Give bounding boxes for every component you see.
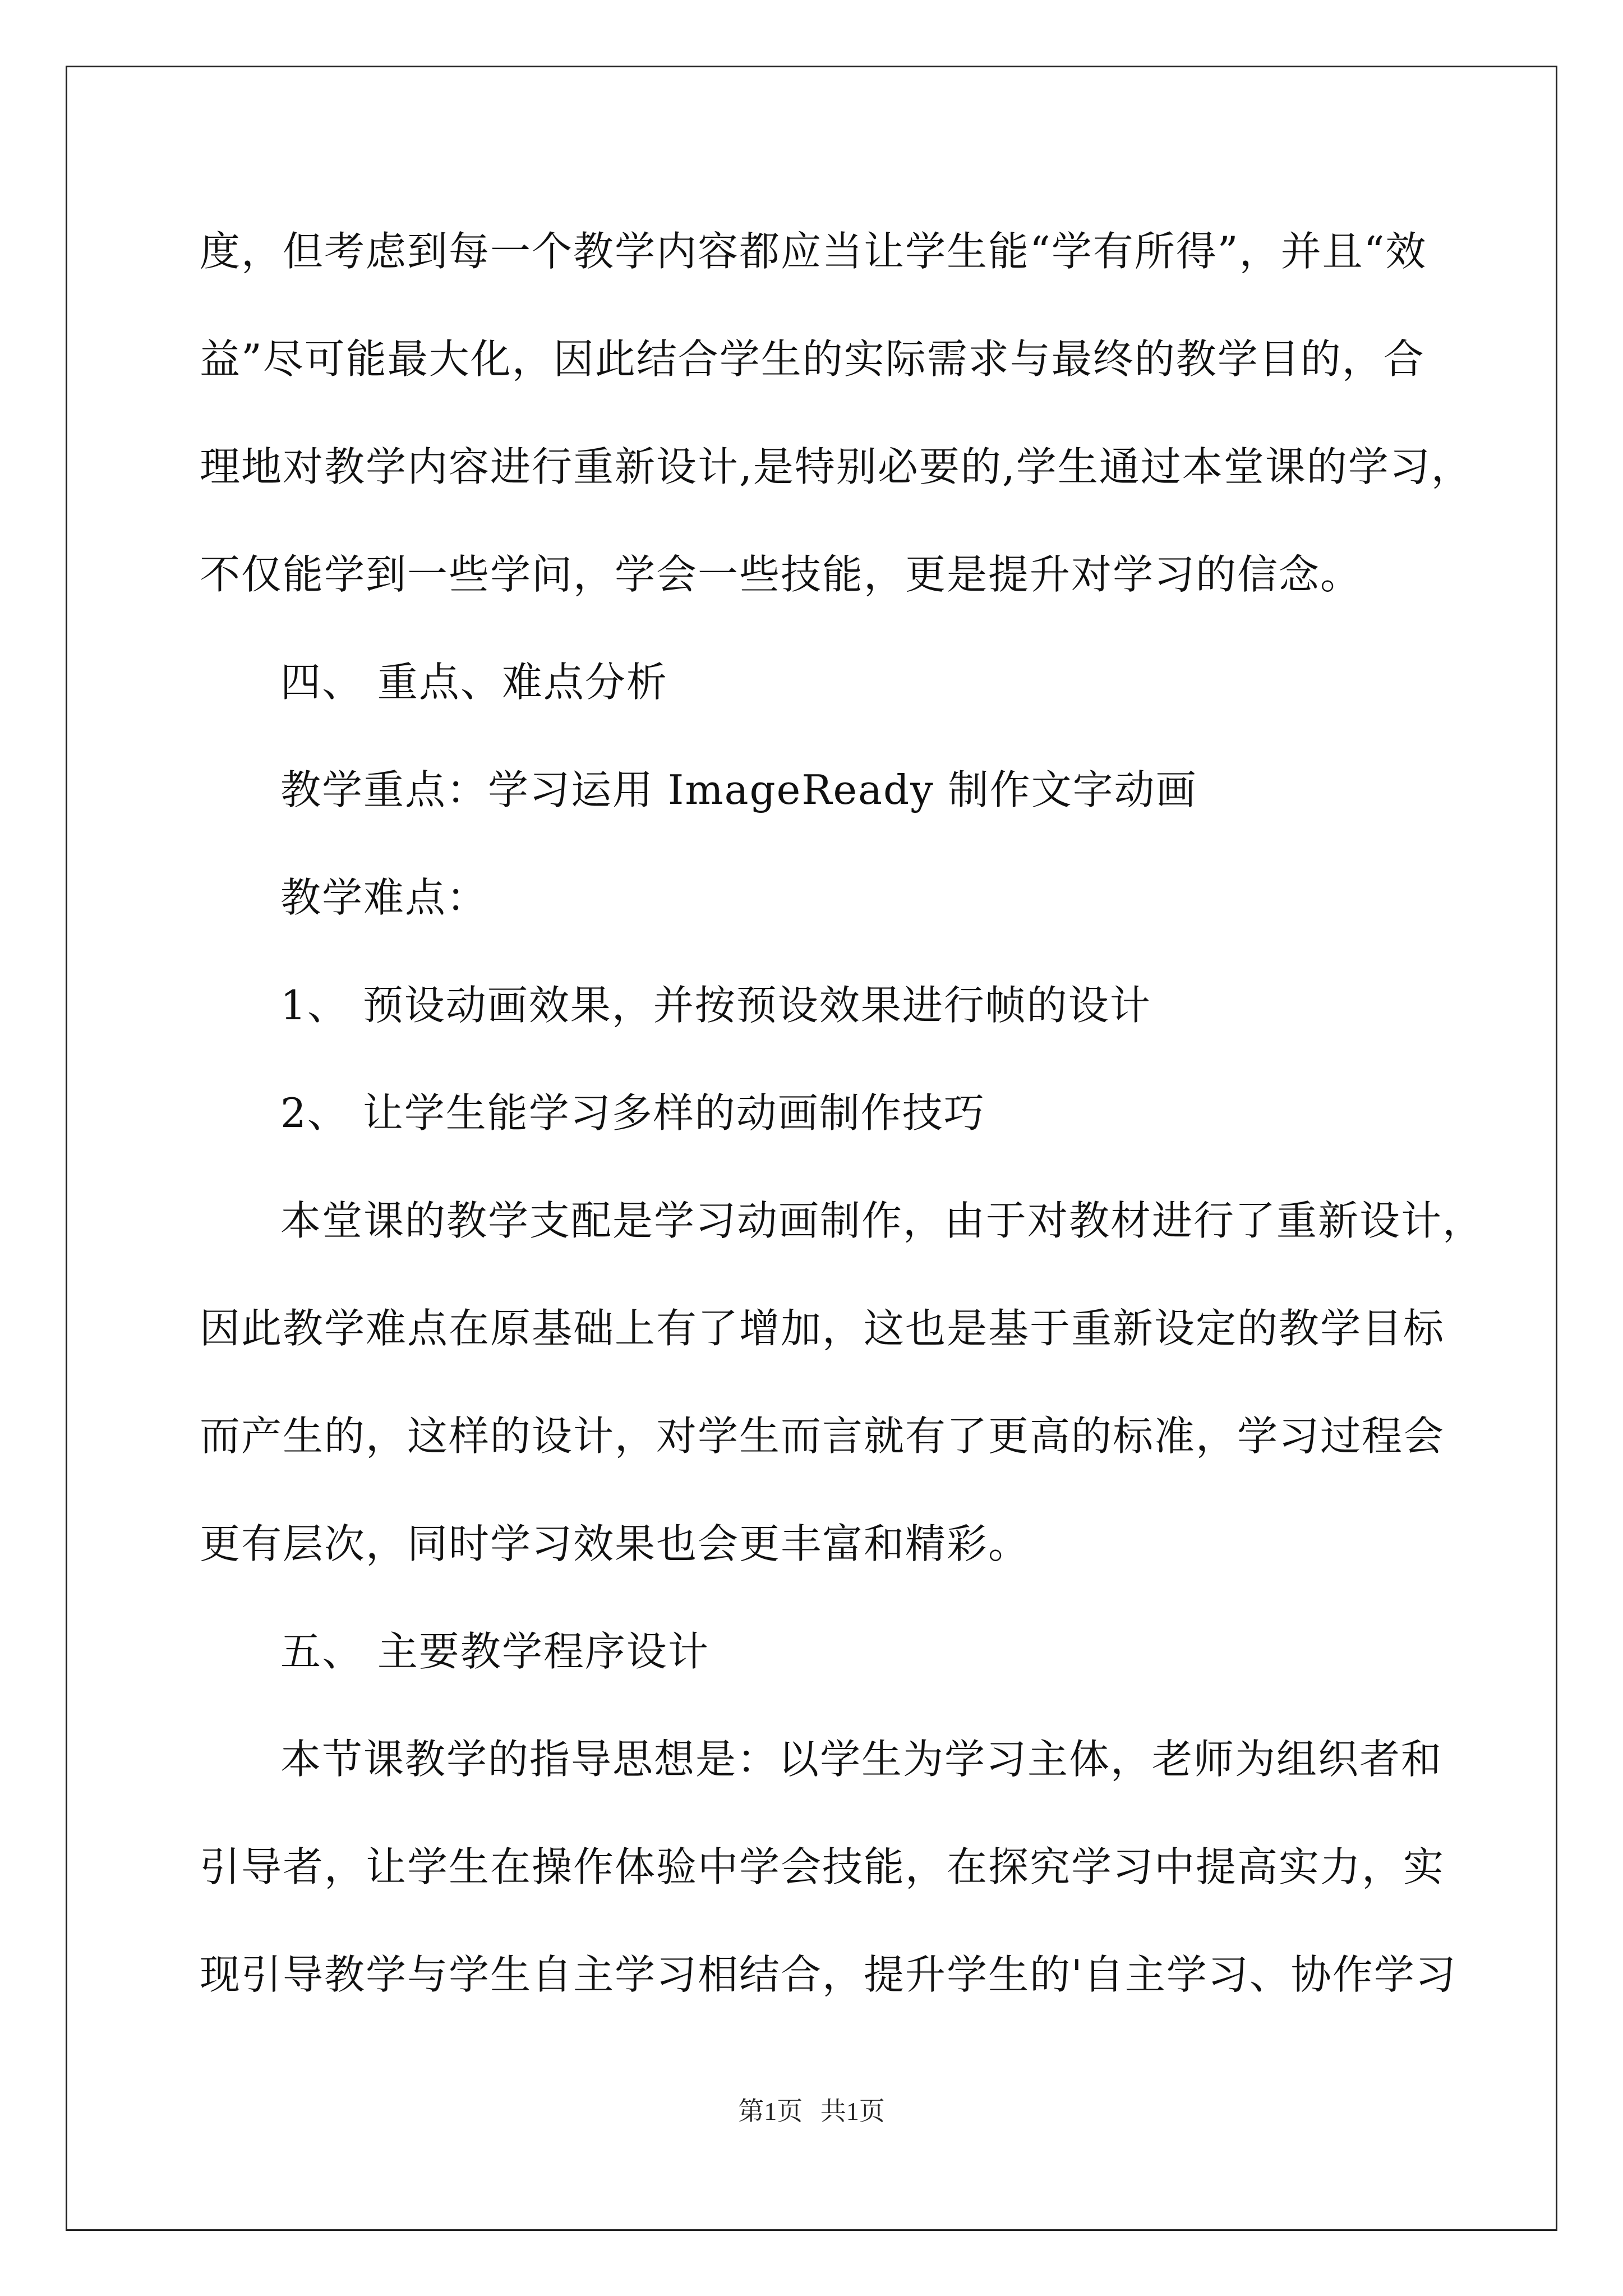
section-heading: 五、 主要教学程序设计: [280, 1628, 709, 1675]
page-number: 第1页: [738, 2097, 803, 2125]
text-line: 不仅能学到一些学问，学会一些技能，更是提升对学习的信念。: [200, 551, 1362, 598]
page-border: [66, 66, 1557, 2231]
text-line: 度，但考虑到每一个教学内容都应当让学生能“学有所得”，并且“效: [200, 228, 1427, 275]
text-line: 现引导教学与学生自主学习相结合，提升学生的'自主学习、协作学习: [200, 1951, 1457, 1998]
page-total: 共1页: [820, 2097, 885, 2125]
key-point-line: 教学重点：学习运用 ImageReady 制作文字动画: [280, 766, 1197, 813]
text-line: 更有层次，同时学习效果也会更丰富和精彩。: [200, 1520, 1030, 1567]
section-heading: 四、 重点、难点分析: [280, 659, 668, 706]
text-line: 本节课教学的指导思想是：以学生为学习主体，老师为组织者和: [280, 1736, 1443, 1783]
text-line: 理地对教学内容进行重新设计,是特别必要的,学生通过本堂课的学习，: [200, 443, 1473, 490]
text-line: 本堂课的教学支配是学习动画制作，由于对教材进行了重新设计，: [280, 1197, 1484, 1244]
list-item: 2、 让学生能学习多样的动画制作技巧: [280, 1089, 985, 1137]
text-line: 益”尽可能最大化，因此结合学生的实际需求与最终的教学目的，合: [200, 335, 1425, 383]
page-footer: [0, 2095, 1623, 2128]
text-line: 引导者，让学生在操作体验中学会技能，在探究学习中提高实力，实: [200, 1843, 1445, 1890]
text-line: 而产生的，这样的设计，对学生而言就有了更高的标准，学习过程会: [200, 1412, 1445, 1460]
list-item: 1、 预设动画效果，并按预设效果进行帧的设计: [280, 982, 1151, 1029]
difficulty-label: 教学难点：: [280, 874, 488, 921]
text-line: 因此教学难点在原基础上有了增加，这也是基于重新设定的教学目标: [200, 1305, 1445, 1352]
